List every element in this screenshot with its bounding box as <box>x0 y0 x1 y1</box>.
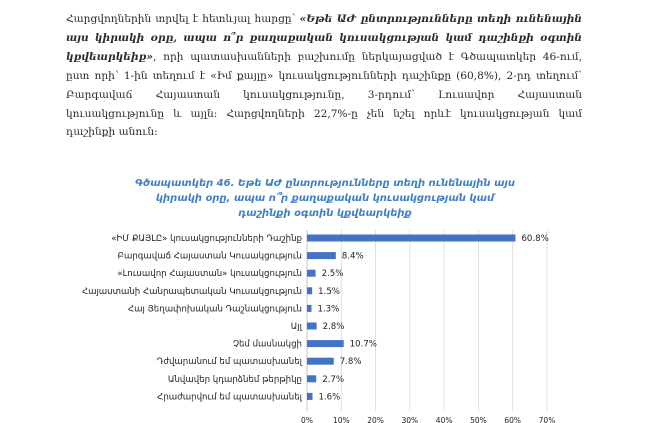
bar <box>307 358 334 365</box>
survey-question: «Եթե ԱԺ ընտրությունները տեղի ունենային այս կիրակի օրը, ապա ո՞ր քաղաքական կուսակցության կամ դաշինքի օգտին կքվեարկեիք» <box>66 13 582 63</box>
bar <box>307 393 312 400</box>
category-label: Անվավեր կդարձնեմ թերթիկը <box>167 374 302 385</box>
leading-alliance: «Իմ քայլը» <box>210 69 274 82</box>
data-label: 10.7% <box>349 339 377 350</box>
bar <box>307 340 344 347</box>
category-label: «Լուսավոր Հայաստան» կուսակցություն <box>117 269 302 280</box>
category-label: Հայ Յեղափոխական Դաշնակցություն <box>127 304 302 315</box>
data-label: 1.6% <box>318 392 341 403</box>
category-label: Այլ <box>290 322 302 332</box>
data-label: 1.3% <box>317 304 340 315</box>
paragraph-text-3: կուսակցությունների դաշինքը (60,8%), 2-րդ տեղում՝ Բարգավաճ Հայաստան կուսակցությունը, 3-րդում՝ Լուսավոր Հայաստան կուսակցությունը և այլն: Հարցվողների 22,7%-ը չեն նշել որևէ կուսակցության կամ դաշինքի անուն: <box>66 69 582 139</box>
bar <box>307 252 336 259</box>
bar <box>307 305 311 312</box>
category-label: Դժվարանում եմ պատասխանել <box>156 357 302 368</box>
bar <box>307 375 316 382</box>
x-tick-label: 10% <box>332 416 350 423</box>
category-label: «ԻՄ ՔԱՅԼԸ» կուսակցությունների Դաշինք <box>111 234 302 244</box>
data-label: 1.5% <box>318 286 340 297</box>
x-tick-label: 0% <box>301 416 313 423</box>
paragraph-text-2: , որի պատասխանների բաշխումը ներկայացված է Գծապատկեր 46-ում, ըստ որի՝ 1-ին տեղում է <box>66 50 582 82</box>
category-label: Հրաժարվում եմ պատասխանել <box>157 392 302 403</box>
x-tick-label: 20% <box>367 416 384 423</box>
category-label: Հայաստանի Հանրապետական Կուսակցություն <box>81 286 302 297</box>
x-tick-label: 70% <box>538 416 556 423</box>
bar <box>307 323 317 330</box>
x-tick-label: 40% <box>435 416 453 423</box>
paragraph-text-1: Հարցվողներին տրվել է հետևյալ հարցը՝ <box>66 13 300 25</box>
x-tick-label: 60% <box>504 416 522 423</box>
category-label: Բարգավաճ Հայաստան Կուսակցություն <box>117 251 302 262</box>
data-label: 8.4% <box>341 251 364 262</box>
bar <box>307 287 312 294</box>
data-label: 60.8% <box>521 234 549 244</box>
data-label: 2.8% <box>322 322 345 332</box>
data-label: 2.5% <box>321 269 344 280</box>
data-label: 7.8% <box>339 357 362 368</box>
chart-title: Գծապատկեր 46. Եթե ԱԺ ընտրությունները տեղի ունենային այս կիրակի օրը, ապա ո՞ր քաղաքական կուսակցության կամ դաշինքի օգտին կքվեարկեիք <box>134 178 516 219</box>
data-label: 2.7% <box>322 374 345 385</box>
x-tick-label: 50% <box>470 416 487 423</box>
category-label: Չեմ մասնակցի <box>232 339 302 350</box>
bar <box>307 270 316 277</box>
bar <box>307 235 515 242</box>
x-tick-label: 30% <box>401 416 419 423</box>
